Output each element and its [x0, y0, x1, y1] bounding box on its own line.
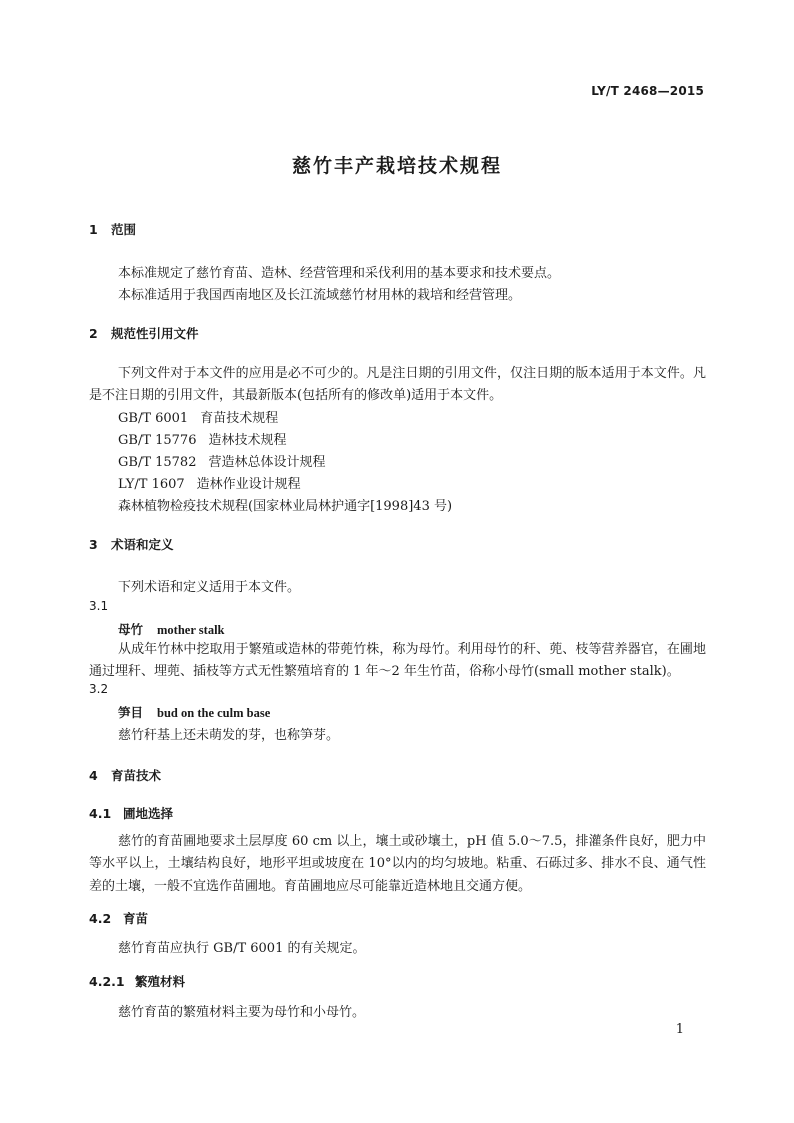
reference-title: 造林技术规程: [208, 433, 287, 448]
reference-item: [118, 451, 326, 470]
reference-code: LY/T 1607: [118, 477, 185, 492]
section-2-heading: [89, 324, 199, 342]
section-3-intro: 下列术语和定义适用于本文件。: [118, 580, 301, 595]
section-3-heading: [89, 535, 174, 553]
section-1-paragraph: 本标准规定了慈竹育苗、造林、经营管理和采伐利用的基本要求和技术要点。: [118, 266, 561, 281]
section-4-1-paragraph: 慈竹的育苗圃地要求土层厚度 60 cm 以上，壤土或砂壤土，pH 值 5.0～7.5，排灌条件良好，肥力中等水平以上，土壤结构良好，地形平坦或坡度在 10°以内的均匀坡地。粘重、石砾过多、排水不良、通气性差的土壤，一般不宜选作苗圃地。育苗圃地应尽可能靠近造林地且交通方便。: [89, 834, 706, 894]
section-number: 1: [89, 222, 98, 237]
section-title: 规范性引用文件: [111, 326, 199, 341]
reference-item: [118, 429, 287, 448]
reference-code: GB/T 6001: [118, 411, 189, 426]
page-number: 1: [675, 1022, 684, 1037]
section-number: 4.2: [89, 911, 112, 926]
section-title: 范围: [111, 222, 137, 237]
document-number: LY/T 2468—2015: [591, 84, 704, 98]
term-entry: [118, 620, 225, 638]
reference-item: [118, 473, 301, 492]
term-english: bud on the culm base: [157, 706, 271, 720]
section-title: 育苗技术: [111, 768, 162, 783]
document-title: 慈竹丰产栽培技术规程: [291, 155, 502, 177]
reference-item: [118, 407, 278, 426]
reference-title: 育苗技术规程: [200, 411, 279, 426]
section-title: 圃地选择: [123, 806, 174, 821]
section-4-2-paragraph: 慈竹育苗应执行 GB/T 6001 的有关规定。: [118, 941, 366, 956]
term-chinese: 笋目: [118, 705, 144, 720]
section-title: 术语和定义: [111, 537, 174, 552]
term-number: 3.1: [89, 599, 109, 613]
term-number: 3.2: [89, 682, 109, 696]
section-4-2-heading: [89, 909, 148, 927]
section-number: 2: [89, 326, 98, 341]
term-chinese: 母竹: [118, 622, 144, 637]
reference-title: 营造林总体设计规程: [208, 455, 326, 470]
section-title: 繁殖材料: [135, 974, 186, 989]
section-2-intro: 下列文件对于本文件的应用是必不可少的。凡是注日期的引用文件，仅注日期的版本适用于本文件。凡是不注日期的引用文件，其最新版本(包括所有的修改单)适用于本文件。: [89, 366, 706, 404]
term-definition: 慈竹秆基上还未萌发的芽，也称笋芽。: [118, 728, 340, 743]
section-title: 育苗: [123, 911, 149, 926]
section-1-paragraph: 本标准适用于我国西南地区及长江流域慈竹材用林的栽培和经营管理。: [118, 288, 522, 303]
section-number: 4.1: [89, 806, 112, 821]
section-1-heading: [89, 220, 136, 238]
reference-item: 森林植物检疫技术规程(国家林业局林护通字[1998]43 号): [118, 499, 453, 514]
section-number: 4: [89, 768, 98, 783]
reference-code: GB/T 15782: [118, 455, 197, 470]
term-entry: [118, 703, 270, 721]
term-definition: 从成年竹林中挖取用于繁殖或造林的带蔸竹株，称为母竹。利用母竹的秆、蔸、枝等营养器官，在圃地通过埋秆、埋蔸、插枝等方式无性繁殖培育的 1 年～2 年生竹苗，俗称小母竹(small mother stalk)。: [89, 642, 706, 680]
section-4-2-1-paragraph: 慈竹育苗的繁殖材料主要为母竹和小母竹。: [118, 1005, 366, 1020]
reference-title: 造林作业设计规程: [196, 477, 301, 492]
section-number: 4.2.1: [89, 974, 125, 989]
section-4-1-heading: [89, 804, 173, 822]
reference-code: GB/T 15776: [118, 433, 197, 448]
section-4-2-1-heading: [89, 972, 185, 990]
section-number: 3: [89, 537, 98, 552]
term-english: mother stalk: [157, 623, 225, 637]
section-4-heading: [89, 766, 161, 784]
